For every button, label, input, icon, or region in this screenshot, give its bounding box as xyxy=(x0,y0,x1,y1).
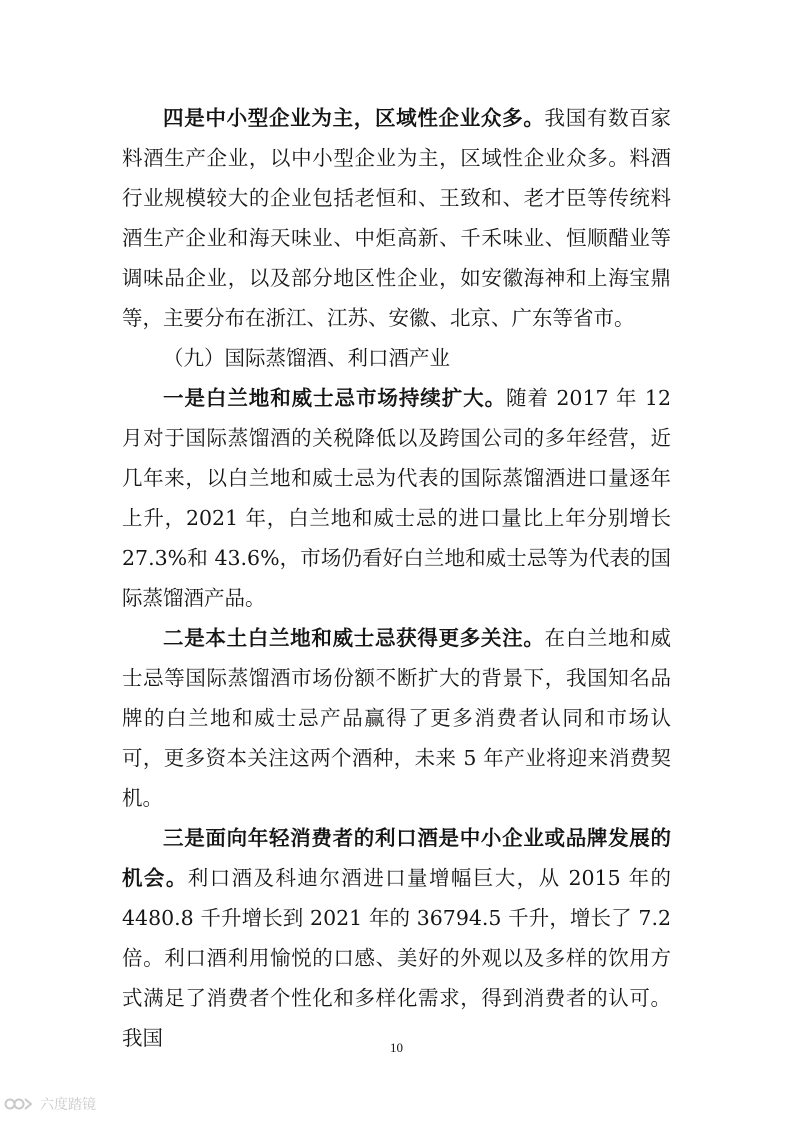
paragraph-lead: 二是本土白兰地和威士忌获得更多关注。 xyxy=(163,626,545,650)
section-heading: （九）国际蒸馏酒、利口酒产业 xyxy=(163,346,450,370)
page-number: 10 xyxy=(390,1040,403,1055)
paragraph-liqueur xyxy=(122,818,671,1058)
paragraph-text: 我国有数百家料酒生产企业，以中小型企业为主，区域性企业众多。料酒行业规模较大的企业包括老恒和、王致和、老才臣等传统料酒生产企业和海天味业、中炬高新、千禾味业、恒顺醋业等调味品企业，以及部分地区性企业，如安徽海神和上海宝鼎等，主要分布在浙江、江苏、安徽、北京、广东等省市。 xyxy=(122,106,672,330)
paragraph-brandy-whisky-market xyxy=(122,378,671,618)
document-body xyxy=(122,98,671,1058)
paragraph-text: 随着 2017 年 12 月对于国际蒸馏酒的关税降低以及跨国公司的多年经营，近几年来，以白兰地和威士忌为代表的国际蒸馏酒进口量逐年上升，2021 年，白兰地和威士忌的进口量比上年分别增长 27.3%和 43.6%，市场仍看好白兰地和威士忌等为代表的国际蒸馏酒产品。 xyxy=(122,386,671,610)
paragraph-domestic-brands xyxy=(122,618,671,818)
paragraph-text: 利口酒及科迪尔酒进口量增幅巨大，从 2015 年的 4480.8 千升增长到 2021 年的 36794.5 千升，增长了 7.2 倍。利口酒利用愉悦的口感、美好的外观以及多样的饮用方式满足了消费者个性化和多样化需求，得到消费者的认可。我国 xyxy=(122,866,672,1050)
paragraph-enterprises xyxy=(122,98,671,338)
paragraph-lead: 一是白兰地和威士忌市场持续扩大。 xyxy=(163,386,507,410)
logo-mark-icon xyxy=(4,1094,34,1114)
watermark-text: 六度踏镜 xyxy=(40,1097,96,1113)
paragraph-lead: 四是中小型企业为主，区域性企业众多。 xyxy=(163,106,545,130)
paragraph-text: 在白兰地和威士忌等国际蒸馏酒市场份额不断扩大的背景下，我国知名品牌的白兰地和威士忌产品赢得了更多消费者认同和市场认可，更多资本关注这两个酒种，未来 5 年产业将迎来消费契机。 xyxy=(122,626,672,810)
watermark xyxy=(4,1092,96,1116)
paragraph-lead: 三是面向年轻消费者的利口酒是中小企业或品牌发展的机会。 xyxy=(122,826,671,890)
